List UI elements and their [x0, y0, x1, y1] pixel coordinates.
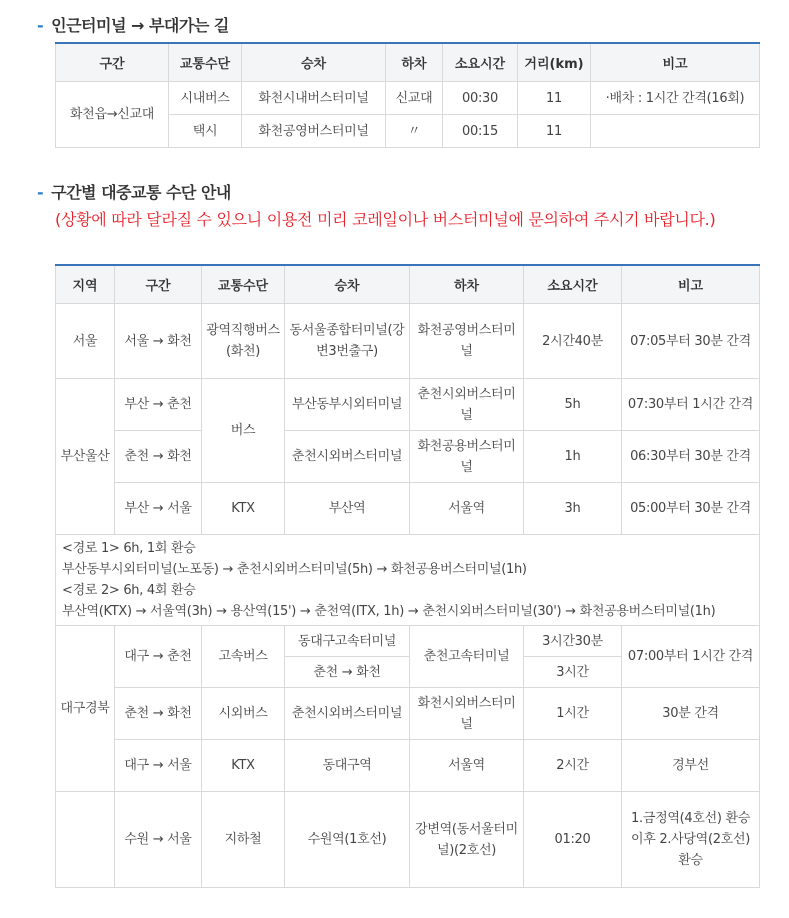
- route-info-cell: [56, 535, 760, 626]
- header-cell: 소요시간: [443, 43, 518, 82]
- note-cell: 30분 간격: [622, 688, 760, 740]
- section-bullet-icon: -: [37, 183, 44, 202]
- time-cell: 3h: [524, 483, 622, 535]
- note-cell: 07:00부터 1시간 간격: [622, 626, 760, 688]
- segment-cell: 서울 → 화천: [115, 304, 202, 379]
- time-cell: 5h: [524, 379, 622, 431]
- header-cell: 승차: [242, 43, 386, 82]
- section-bullet-icon: -: [37, 16, 44, 35]
- header-cell: 하차: [410, 265, 524, 304]
- note-cell: [591, 115, 760, 148]
- alight-cell: 춘천고속터미널: [410, 626, 524, 688]
- board-cell: 화천공영버스터미널: [242, 115, 386, 148]
- segment-cell: 부산 → 서울: [115, 483, 202, 535]
- note-cell: 07:30부터 1시간 간격: [622, 379, 760, 431]
- alight-cell: 강변역(동서울터미널)(2호선): [410, 792, 524, 888]
- mode-cell: 시내버스: [169, 82, 242, 115]
- header-cell: 승차: [285, 265, 410, 304]
- region-cell: [56, 792, 115, 888]
- note-cell: ·배차 : 1시간 간격(16회): [591, 82, 760, 115]
- table-row: [56, 626, 760, 657]
- segment-cell: 춘천 → 화천: [115, 688, 202, 740]
- header-cell: 거리(km): [518, 43, 591, 82]
- section1-title: - 인근터미널 → 부대가는 길: [37, 16, 229, 35]
- route-line: <경로 1> 6h, 1회 환승: [62, 541, 196, 556]
- table-row: [56, 304, 760, 379]
- table-row: [56, 379, 760, 431]
- time-cell: 2시간40분: [524, 304, 622, 379]
- mode-cell: 광역직행버스(화천): [202, 304, 285, 379]
- segment-cell: 수원 → 서울: [115, 792, 202, 888]
- alight-cell: 화천공영버스터미널: [410, 304, 524, 379]
- header-cell: 교통수단: [202, 265, 285, 304]
- time-cell: 1시간: [524, 688, 622, 740]
- table-row: [56, 740, 760, 792]
- segment-cell: 화천읍→신교대: [56, 82, 169, 148]
- alight-cell: 화천공용버스터미널: [410, 431, 524, 483]
- table-header-row: [56, 43, 760, 82]
- mode-cell: KTX: [202, 483, 285, 535]
- board-cell: 부산역: [285, 483, 410, 535]
- header-cell: 지역: [56, 265, 115, 304]
- table-row: [56, 431, 760, 483]
- board-cell: 동대구고속터미널: [285, 626, 410, 657]
- note-cell: 05:00부터 30분 간격: [622, 483, 760, 535]
- region-cell: 대구경북: [56, 626, 115, 792]
- mode-cell: 택시: [169, 115, 242, 148]
- table-header-row: [56, 265, 760, 304]
- time-cell: 00:30: [443, 82, 518, 115]
- board-cell: 춘천시외버스터미널: [285, 688, 410, 740]
- public-transport-table: [55, 264, 760, 888]
- route-line: <경로 2> 6h, 4회 환승: [62, 583, 196, 598]
- board-cell: 춘천 → 화천: [285, 657, 410, 688]
- mode-cell: 지하철: [202, 792, 285, 888]
- header-cell: 비고: [622, 265, 760, 304]
- header-cell: 소요시간: [524, 265, 622, 304]
- segment-cell: 부산 → 춘천: [115, 379, 202, 431]
- time-cell: 01:20: [524, 792, 622, 888]
- table-row: [56, 792, 760, 888]
- mode-cell: KTX: [202, 740, 285, 792]
- alight-cell: 화천시외버스터미널: [410, 688, 524, 740]
- alight-cell: 〃: [386, 115, 443, 148]
- board-cell: 화천시내버스터미널: [242, 82, 386, 115]
- alight-cell: 춘천시외버스터미널: [410, 379, 524, 431]
- mode-cell: 고속버스: [202, 626, 285, 688]
- section2-title: - 구간별 대중교통 수단 안내: [37, 183, 231, 202]
- header-cell: 구간: [56, 43, 169, 82]
- header-cell: 비고: [591, 43, 760, 82]
- table-row: [56, 688, 760, 740]
- header-cell: 구간: [115, 265, 202, 304]
- distance-cell: 11: [518, 82, 591, 115]
- header-cell: 하차: [386, 43, 443, 82]
- note-cell: 1.금정역(4호선) 환승 이후 2.사당역(2호선)환승: [622, 792, 760, 888]
- time-cell: 3시간: [524, 657, 622, 688]
- note-cell: 06:30부터 30분 간격: [622, 431, 760, 483]
- note-cell: 07:05부터 30분 간격: [622, 304, 760, 379]
- alight-cell: 서울역: [410, 483, 524, 535]
- notice-text: (상황에 따라 달라질 수 있으니 이용전 미리 코레일이나 버스터미널에 문의하여 주시기 바랍니다.): [55, 210, 716, 229]
- segment-cell: 춘천 → 화천: [115, 431, 202, 483]
- table-row: [56, 82, 760, 115]
- time-cell: 2시간: [524, 740, 622, 792]
- board-cell: 동대구역: [285, 740, 410, 792]
- route-line: 부산역(KTX) → 서울역(3h) → 용산역(15') → 춘천역(ITX, 1h) → 춘천시외버스터미널(30') → 화천공용버스터미널(1h): [62, 604, 716, 619]
- segment-cell: 대구 → 춘천: [115, 626, 202, 688]
- alight-cell: 신교대: [386, 82, 443, 115]
- route-line: 부산동부시외터미널(노포동) → 춘천시외버스터미널(5h) → 화천공용버스터미널(1h): [62, 562, 527, 577]
- board-cell: 동서울종합터미널(강변3번출구): [285, 304, 410, 379]
- distance-cell: 11: [518, 115, 591, 148]
- time-cell: 1h: [524, 431, 622, 483]
- region-cell: 부산울산: [56, 379, 115, 535]
- time-cell: 3시간30분: [524, 626, 622, 657]
- header-cell: 교통수단: [169, 43, 242, 82]
- board-cell: 춘천시외버스터미널: [285, 431, 410, 483]
- segment-cell: 대구 → 서울: [115, 740, 202, 792]
- time-cell: 00:15: [443, 115, 518, 148]
- mode-cell: 시외버스: [202, 688, 285, 740]
- region-cell: 서울: [56, 304, 115, 379]
- board-cell: 부산동부시외터미널: [285, 379, 410, 431]
- alight-cell: 서울역: [410, 740, 524, 792]
- terminal-route-table: [55, 42, 760, 148]
- table-row: [56, 483, 760, 535]
- board-cell: 수원역(1호선): [285, 792, 410, 888]
- mode-cell: 버스: [202, 379, 285, 483]
- route-info-row: [56, 535, 760, 626]
- note-cell: 경부선: [622, 740, 760, 792]
